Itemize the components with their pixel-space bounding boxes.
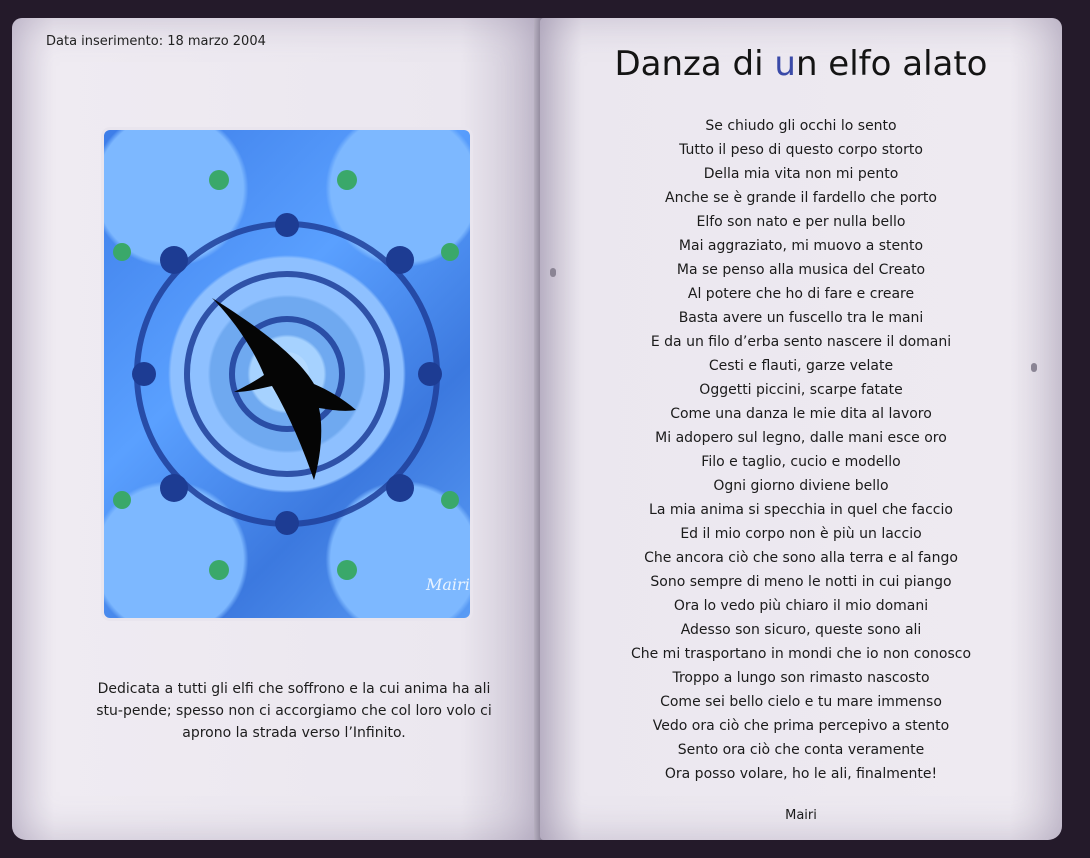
poem-line: Oggetti piccini, scarpe fatate (699, 382, 903, 398)
poem-line: Come sei bello cielo e tu mare immenso (660, 694, 942, 710)
left-page (12, 18, 540, 840)
poem-line: Che mi trasportano in mondi che io non conosco (630, 646, 972, 662)
elf-artwork-image (104, 130, 470, 618)
poem-line: Troppo a lungo son rimasto nascosto (672, 670, 930, 686)
poem-line: Ma se penso alla musica del Creato (676, 262, 926, 278)
poem-line: Ora lo vedo più chiaro il mio domani (673, 598, 929, 614)
poem-line: Mi adopero sul legno, dalle mani esce oro (655, 430, 947, 446)
poem-author: Mairi (785, 808, 817, 823)
poem-line: Anche se è grande il fardello che porto (665, 190, 937, 206)
poem-line: Come una danza le mie dita al lavoro (670, 406, 932, 422)
poem-line: Cesti e flauti, garze velate (708, 358, 894, 374)
title-part-2: u (774, 44, 796, 84)
right-page (540, 18, 1062, 840)
poem-line: La mia anima si specchia in quel che faccio (649, 502, 953, 518)
poem-line: Ogni giorno diviene bello (713, 478, 889, 494)
poem-line: Sono sempre di meno le notti in cui piango (650, 574, 952, 590)
poem-line: Al potere che ho di fare e creare (687, 286, 915, 302)
poem-line: Vedo ora ciò che prima percepivo a stento (652, 718, 950, 734)
dedication-text: Dedicata a tutti gli elfi che soffrono e la cui anima ha ali stu-pende; spesso non ci accorgiamo che col loro volo ci aprono la strada verso l’Infinito. (96, 681, 492, 741)
poem-line: Elfo son nato e per nulla bello (696, 214, 906, 230)
date-label: Data inserimento: 18 marzo 2004 (46, 34, 266, 49)
poem-line: Ed il mio corpo non è più un laccio (680, 526, 922, 542)
poem-title (540, 44, 1062, 84)
poem-line: Della mia vita non mi pento (703, 166, 899, 182)
artist-signature: Mairi (426, 575, 470, 594)
kaleidoscope-pattern (104, 130, 470, 618)
poem-line: Ora posso volare, ho le ali, finalmente! (664, 766, 938, 782)
title-part-1: Danza di (614, 44, 775, 84)
poem-line: Sento ora ciò che conta veramente (677, 742, 925, 758)
page-fleck (550, 268, 556, 277)
page-fleck (1031, 363, 1037, 372)
poem-line: Mai aggraziato, mi muovo a stento (678, 238, 924, 254)
poem-line: Che ancora ciò che sono alla terra e al fango (644, 550, 958, 566)
title-part-3: n elfo alato (795, 44, 988, 84)
poem-line: Filo e taglio, cucio e modello (701, 454, 901, 470)
poem-line: Se chiudo gli occhi lo sento (705, 118, 897, 134)
poem-line: E da un filo d’erba sento nascere il domani (650, 334, 952, 350)
poem-line: Basta avere un fuscello tra le mani (678, 310, 924, 326)
poem-line: Tutto il peso di questo corpo storto (679, 142, 923, 158)
poem-line: Adesso son sicuro, queste sono ali (680, 622, 922, 638)
open-book (12, 18, 1062, 840)
poem-lines (540, 114, 1062, 786)
